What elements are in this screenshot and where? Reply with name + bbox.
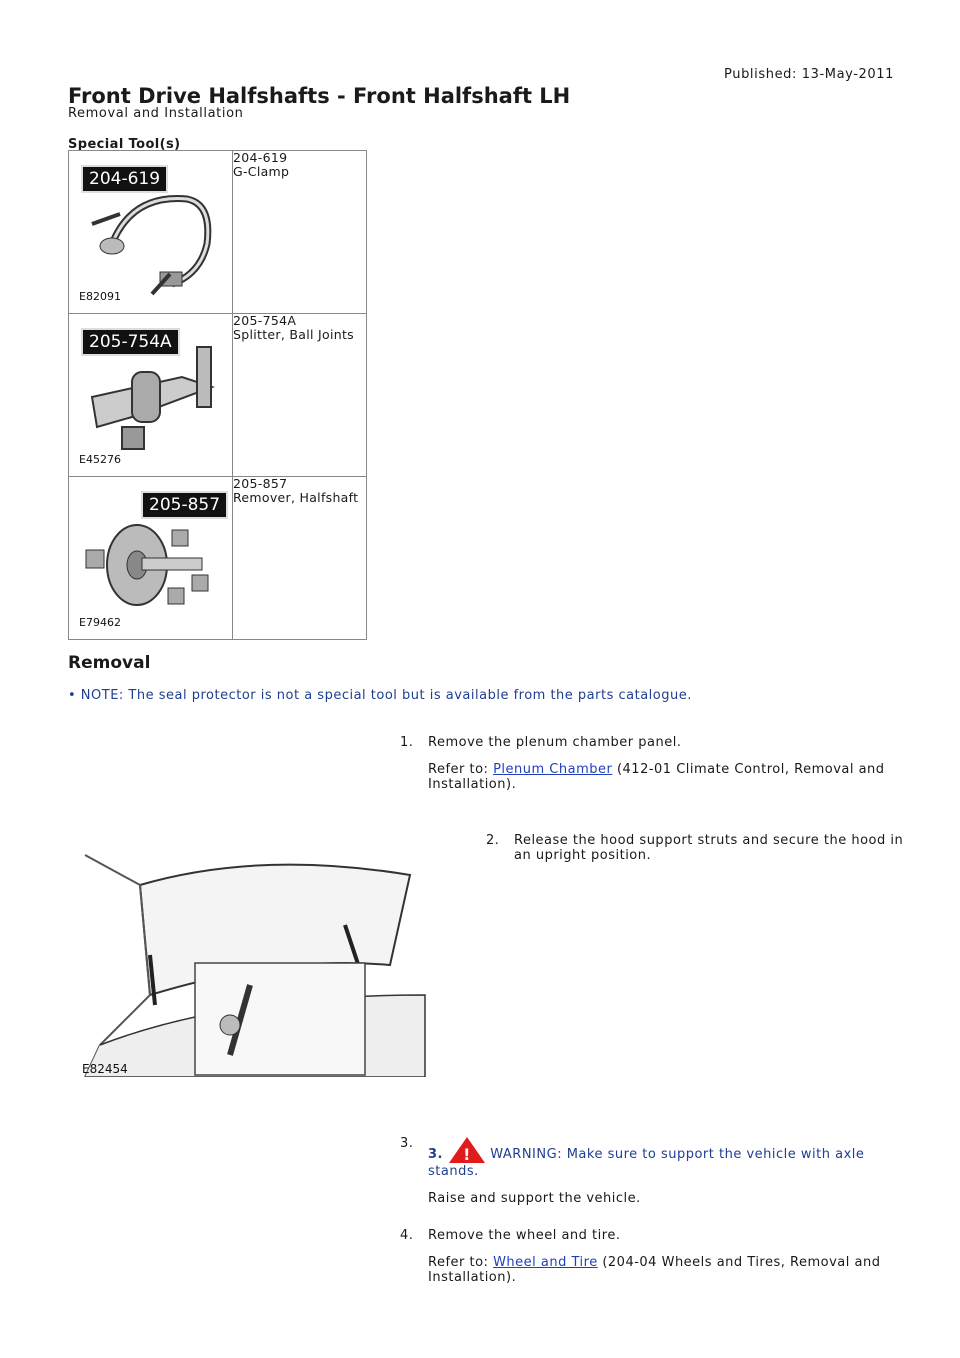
page-title: Front Drive Halfshafts - Front Halfshaft LH bbox=[68, 84, 571, 108]
step-number: 4. bbox=[400, 1228, 414, 1243]
tool-number: 205-857 bbox=[233, 476, 288, 491]
hood-open-illustration bbox=[80, 845, 428, 1077]
tool-row bbox=[69, 477, 367, 640]
page-subtitle: Removal and Installation bbox=[68, 106, 244, 121]
warning-step-number: 3. bbox=[428, 1147, 443, 1162]
published-date: Published: 13-May-2011 bbox=[724, 67, 894, 82]
tool-badge: 205-857 bbox=[141, 491, 228, 519]
step-text: Remove the plenum chamber panel. bbox=[428, 735, 682, 750]
note: • NOTE: The seal protector is not a special tool but is available from the parts catalogue. bbox=[68, 688, 692, 703]
tool-badge: 205-754A bbox=[81, 328, 180, 356]
tool-image-cell bbox=[69, 477, 233, 640]
tool-description bbox=[233, 314, 367, 477]
tool-image-cell bbox=[69, 314, 233, 477]
tool-number: 205-754A bbox=[233, 313, 297, 328]
figure-id: E82091 bbox=[79, 290, 121, 303]
step-number: 2. bbox=[486, 833, 500, 848]
refer-suffix: (412-01 Climate Control, Removal and Installation). bbox=[428, 762, 885, 792]
link-plenum-chamber[interactable]: Plenum Chamber bbox=[493, 762, 613, 777]
refer-prefix: Refer to: bbox=[428, 1255, 494, 1270]
tool-description bbox=[233, 151, 367, 314]
refer-prefix: Refer to: bbox=[428, 762, 494, 777]
special-tools-table bbox=[68, 150, 367, 640]
removal-heading: Removal bbox=[68, 653, 151, 673]
link-wheel-and-tire[interactable]: Wheel and Tire bbox=[493, 1255, 598, 1270]
tool-row bbox=[69, 314, 367, 477]
figure-id: E79462 bbox=[79, 616, 121, 629]
figure-id: E45276 bbox=[79, 453, 121, 466]
step-text: Remove the wheel and tire. bbox=[428, 1228, 621, 1243]
tool-row bbox=[69, 151, 367, 314]
tool-name: Splitter, Ball Joints bbox=[233, 327, 354, 342]
step-number: 3. bbox=[400, 1136, 414, 1151]
tool-name: Remover, Halfshaft bbox=[233, 490, 359, 505]
tool-image-cell bbox=[69, 151, 233, 314]
figure-id: E82454 bbox=[82, 1062, 128, 1076]
tool-name: G-Clamp bbox=[233, 164, 290, 179]
warning-text: WARNING: Make sure to support the vehicle with axle stands. bbox=[428, 1147, 865, 1179]
warning-icon bbox=[448, 1136, 486, 1164]
tool-description bbox=[233, 477, 367, 640]
refer-suffix: (204-04 Wheels and Tires, Removal and Installation). bbox=[428, 1255, 881, 1285]
tool-badge: 204-619 bbox=[81, 165, 168, 193]
tool-number: 204-619 bbox=[233, 150, 288, 165]
special-tools-heading: Special Tool(s) bbox=[68, 137, 181, 152]
step-text: Release the hood support struts and secure the hood in an upright position. bbox=[514, 833, 904, 863]
step-text: Raise and support the vehicle. bbox=[428, 1191, 641, 1206]
step-number: 1. bbox=[400, 735, 414, 750]
svg-text:!: ! bbox=[462, 1145, 471, 1164]
